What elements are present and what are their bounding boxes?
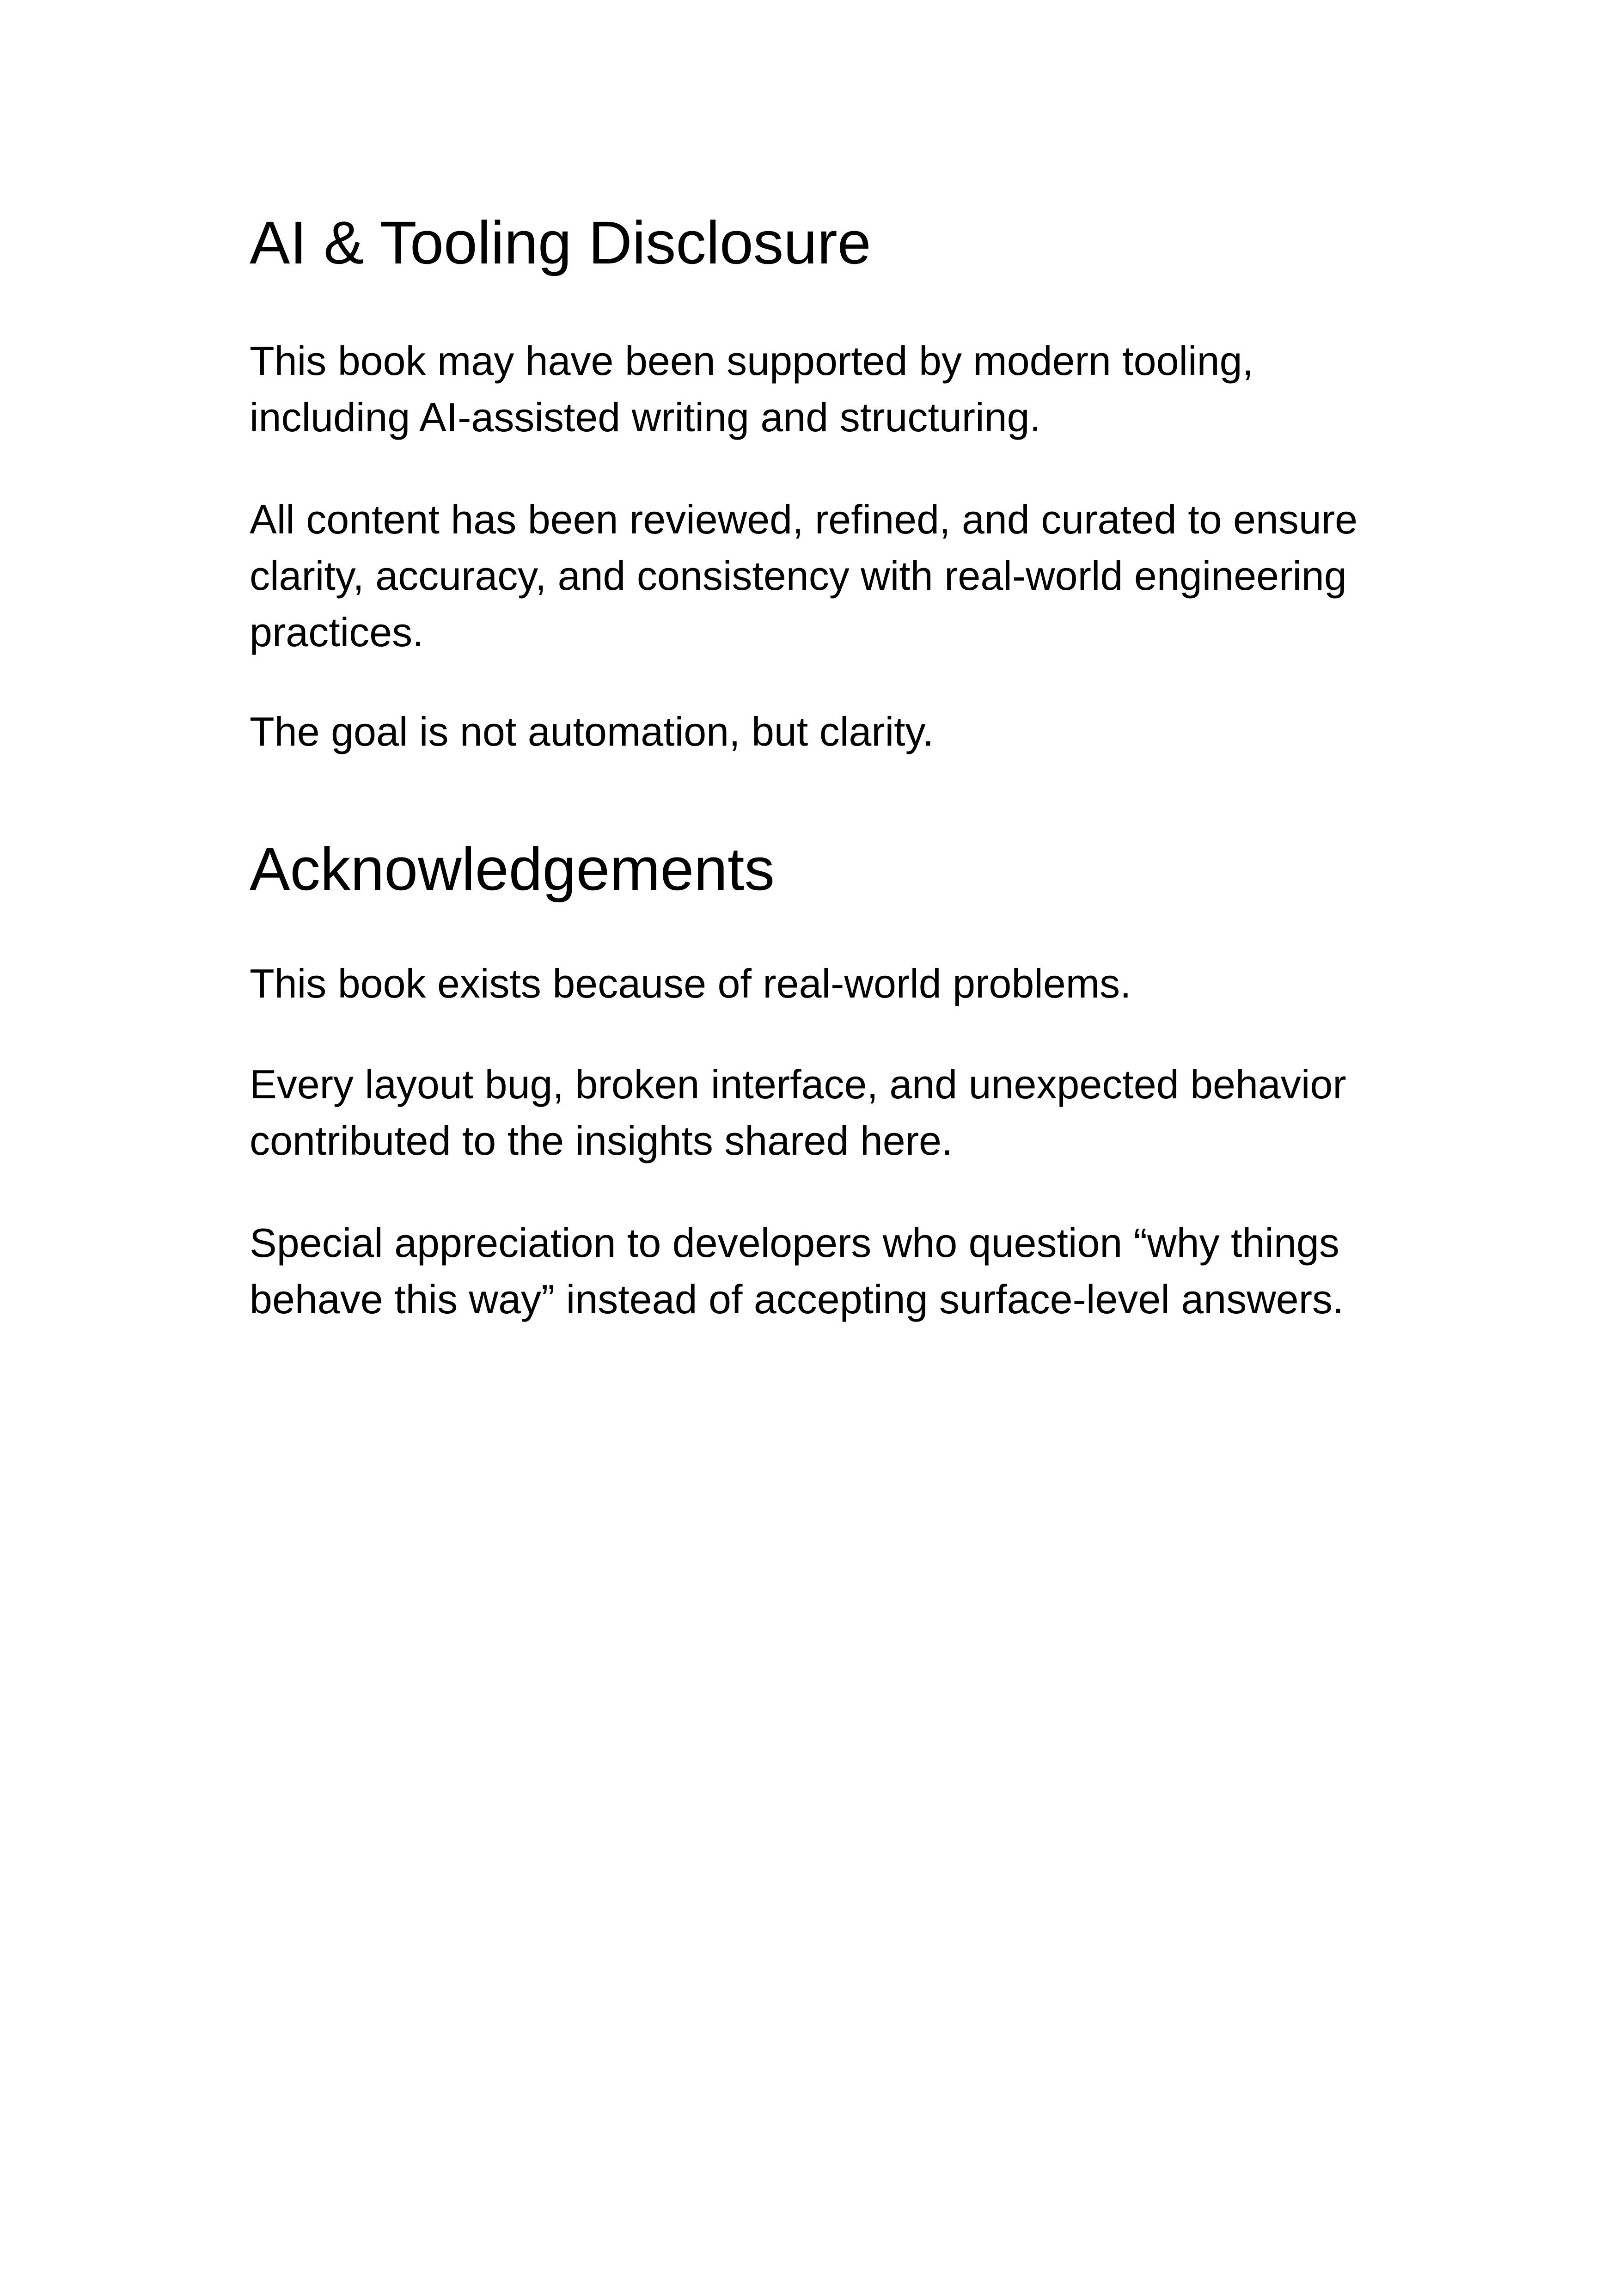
paragraph-line: behave this way” instead of accepting surface-level answers. [250,1276,1344,1322]
paragraph-line: Every layout bug, broken interface, and unexpected behavior [250,1061,1346,1107]
paragraph-tooling-support [250,333,1451,446]
paragraph-line: All content has been reviewed, refined, and curated to ensure [250,496,1358,542]
paragraph-line: This book may have been supported by modern tooling, [250,338,1253,384]
paragraph-real-world-problems [250,955,1451,1012]
paragraph-line: Special appreciation to developers who question “why things [250,1220,1339,1266]
paragraph-line: clarity, accuracy, and consistency with real-world engineering [250,553,1347,599]
paragraph-line: The goal is not automation, but clarity. [250,709,934,754]
section-heading-ai-tooling-disclosure: AI & Tooling Disclosure [250,208,871,276]
paragraph-line: including AI-assisted writing and structuring. [250,394,1041,440]
paragraph-goal [250,704,1451,760]
paragraph-line: practices. [250,609,424,655]
paragraph-content-review [250,491,1451,661]
paragraph-line: contributed to the insights shared here. [250,1118,953,1163]
section-heading-acknowledgements: Acknowledgements [250,835,775,903]
paragraph-layout-bugs [250,1056,1451,1169]
paragraph-special-appreciation [250,1215,1451,1328]
paragraph-line: This book exists because of real-world problems. [250,961,1131,1006]
